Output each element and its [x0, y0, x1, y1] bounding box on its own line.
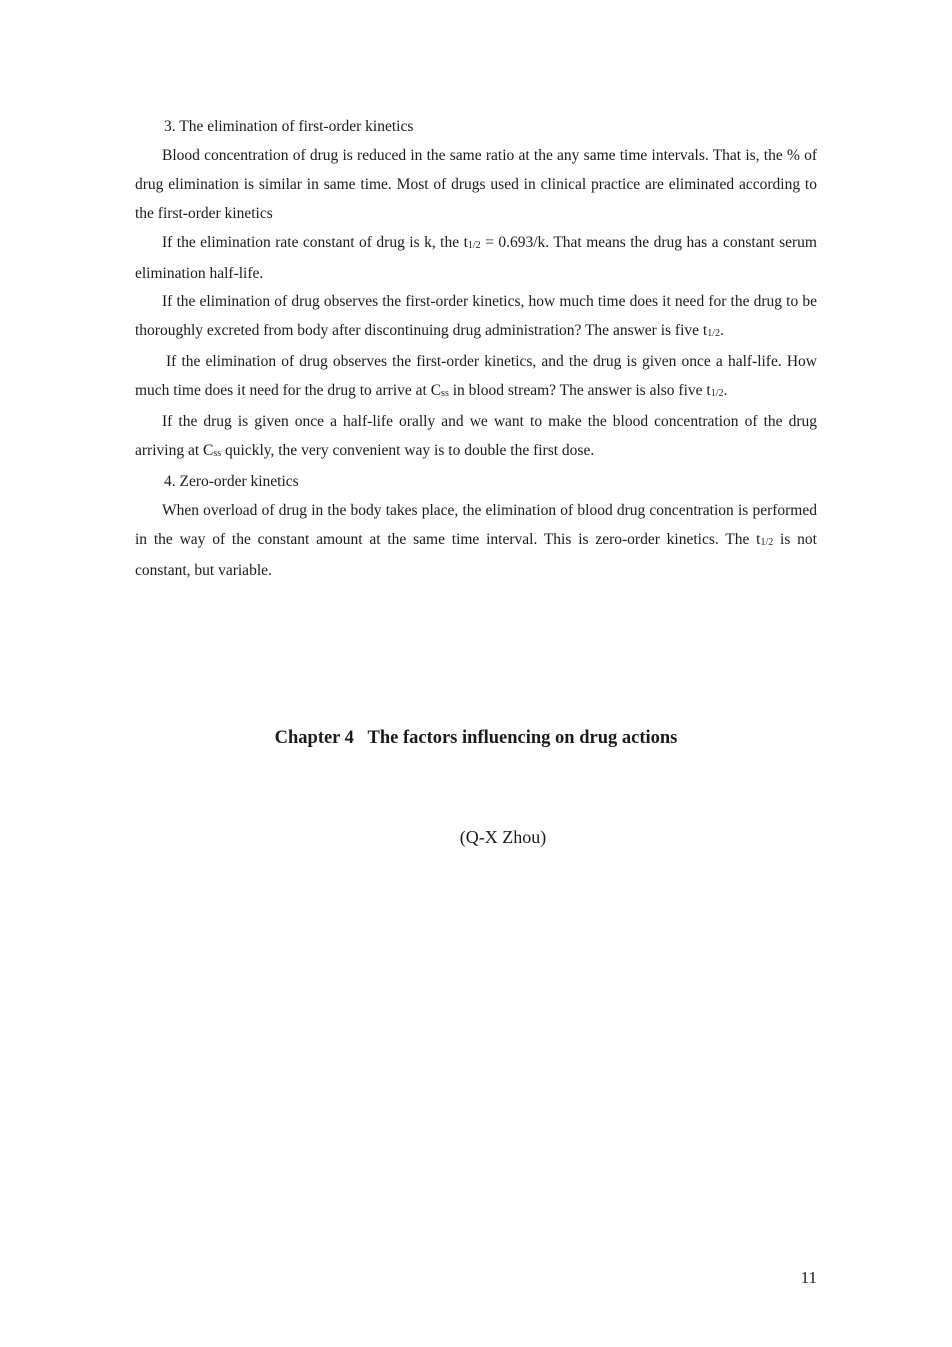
- text-run: in blood stream? The answer is also five t: [448, 382, 711, 400]
- paragraph-steady-state: [135, 348, 817, 408]
- subscript: 1/2: [760, 536, 774, 548]
- text-run: If the elimination of drug observes the first-order kinetics, and the drug is given once a half-life. How much time does it need for the drug to arrive at C: [135, 353, 817, 400]
- text-run: If the elimination rate constant of drug is k, the t: [162, 233, 468, 251]
- subscript: 1/2: [710, 388, 724, 400]
- text-run: If the drug is given once a half-life orally and we want to make the blood concentration of the drug arriving at C: [135, 413, 817, 459]
- subscript: 1/2: [467, 239, 481, 251]
- paragraph-first-order-definition: [135, 142, 817, 229]
- text-run: If the elimination of drug observes the first-order kinetics, how much time does it need for the drug to be thoroughly excreted from body after discontinuing drug administration? The answer is five t: [135, 293, 817, 340]
- section-heading-first-order: 3. The elimination of first-order kinetics: [164, 118, 414, 135]
- text-run: .: [723, 382, 728, 400]
- text-run: = 0.693/k. That means the drug has a constant serum elimination half-life.: [135, 233, 817, 282]
- text-run: Blood concentration of drug is reduced in the same ratio at the any same time intervals. That is, the % of drug elimination is similar in same time. Most of drugs used in clinical practice are eliminated according to the first-order kinetics: [135, 146, 817, 222]
- chapter-title: Chapter 4 The factors influencing on drug actions: [274, 728, 678, 748]
- text-run: .: [720, 322, 724, 340]
- body-text: [135, 113, 817, 586]
- paragraph-half-life-formula: [135, 229, 817, 289]
- paragraph-loading-dose: [135, 408, 817, 468]
- chapter-author: (Q-X Zhou): [459, 827, 547, 847]
- page-number: 11: [800, 1268, 817, 1287]
- text-run: quickly, the very convenient way is to double the first dose.: [221, 441, 595, 459]
- subscript: ss: [441, 388, 449, 400]
- subscript: 1/2: [707, 328, 720, 340]
- paragraph-excretion-time: [135, 288, 817, 348]
- subscript: ss: [213, 447, 222, 459]
- section-heading-zero-order: 4. Zero-order kinetics: [164, 472, 299, 490]
- text-run: When overload of drug in the body takes place, the elimination of blood drug concentration is performed in the way of the constant amount at the same time interval. This is zero-order kinetics. The t: [135, 501, 817, 548]
- text-run: is not constant, but variable.: [135, 530, 817, 579]
- paragraph-zero-order-definition: [135, 497, 817, 586]
